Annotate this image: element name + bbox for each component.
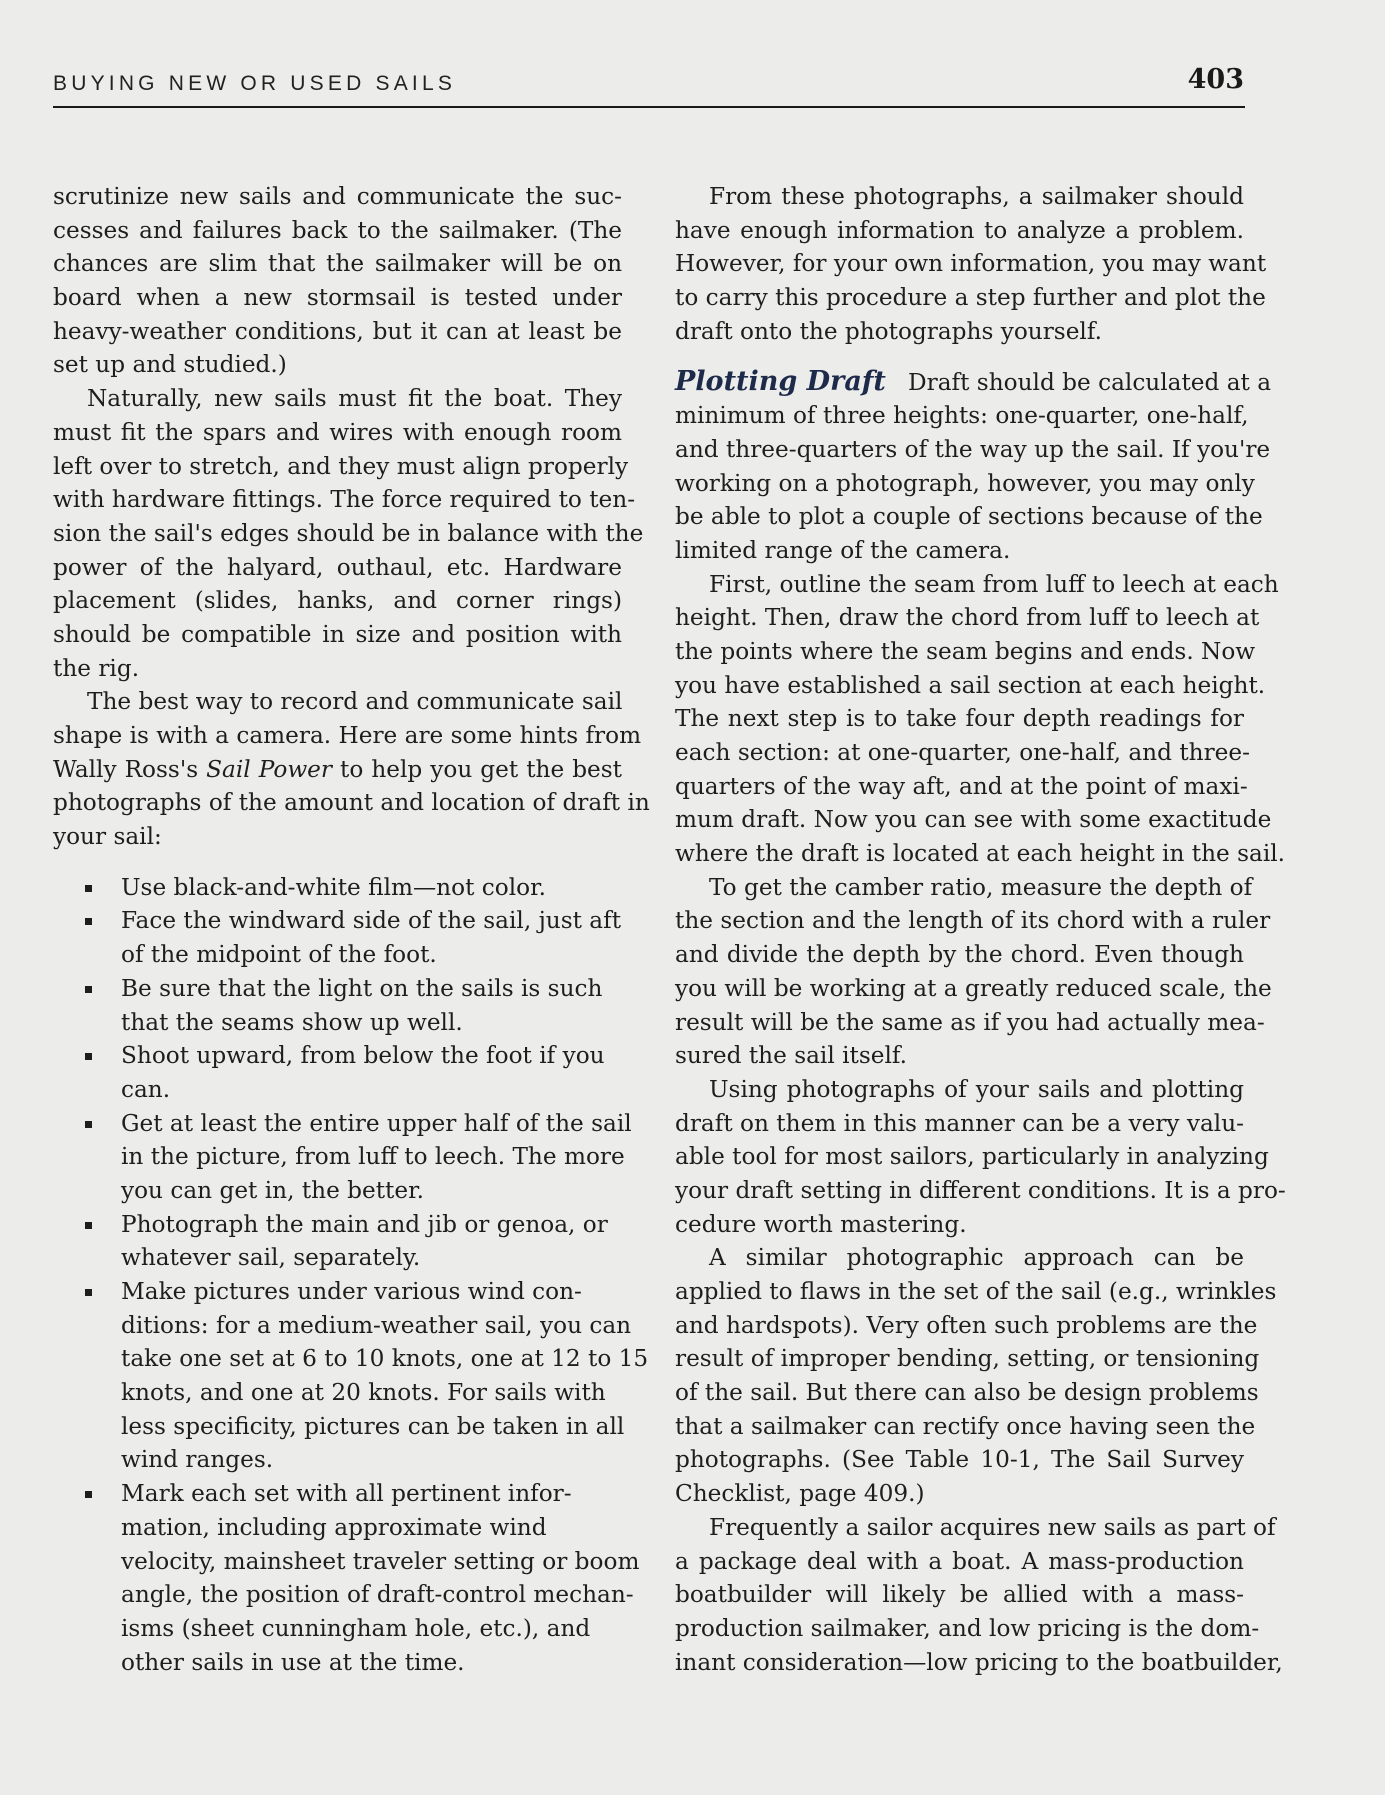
text-line: have enough information to analyze a problem. <box>675 216 1244 244</box>
text-line: take one set at 6 to 10 knots, one at 12 to 15 <box>121 1345 649 1373</box>
text-line: production sailmaker, and low pricing is the dom- <box>675 1614 1260 1642</box>
bullet-icon <box>85 1053 92 1060</box>
text-line: that the seams show up well. <box>121 1008 463 1036</box>
text-line: should be compatible in size and position with <box>53 620 622 648</box>
text-line: Using photographs of your sails and plotting <box>709 1075 1244 1103</box>
bullet-icon <box>85 1289 92 1296</box>
text-line: draft onto the photographs yourself. <box>675 317 1102 345</box>
text-line: your draft setting in different conditions. It is a pro- <box>675 1176 1286 1204</box>
text-line: you will be working at a greatly reduced scale, the <box>675 974 1272 1002</box>
header-rule <box>53 106 1245 108</box>
text-line: of the sail. But there can also be design problems <box>675 1379 1259 1407</box>
text-run: Wally Ross's <box>53 755 207 783</box>
text-line: quarters of the way aft, and at the point of maxi- <box>675 772 1248 800</box>
text-line: Mark each set with all pertinent infor- <box>121 1480 572 1508</box>
bullet-icon <box>85 1121 92 1128</box>
text-line: velocity, mainsheet traveler setting or boom <box>121 1547 640 1575</box>
text-line <box>675 365 1272 399</box>
text-line: The best way to record and communicate sail <box>87 688 623 716</box>
text-line: chances are slim that the sailmaker will be on <box>53 250 622 278</box>
text-line: To get the camber ratio, measure the depth of <box>709 873 1253 901</box>
text-line: inant consideration—low pricing to the boatbuilder, <box>675 1648 1283 1676</box>
text-line: Naturally, new sails must fit the boat. They <box>87 385 622 413</box>
text-line: must fit the spars and wires with enough room <box>53 418 622 446</box>
text-line: cedure worth mastering. <box>675 1210 967 1238</box>
text-line: height. Then, draw the chord from luff to leech at <box>675 604 1260 632</box>
text-line: knots, and one at 20 knots. For sails with <box>121 1379 606 1407</box>
text-line: with hardware fittings. The force required to ten- <box>53 486 636 514</box>
right-column <box>675 180 1286 1679</box>
text-line: power of the halyard, outhaul, etc. Hardware <box>53 553 622 581</box>
paragraph <box>675 568 1286 871</box>
text-line <box>53 753 622 787</box>
text-line: shape is with a camera. Here are some hints from <box>53 722 642 749</box>
list-item <box>53 972 622 1039</box>
paragraph <box>675 1241 1277 1511</box>
paragraph <box>675 1511 1283 1679</box>
text-line: mum draft. Now you can see with some exactitude <box>675 806 1272 834</box>
text-line: you have established a sail section at each height. <box>675 671 1266 699</box>
text-line: photographs. (See Table 10-1, The Sail Survey <box>675 1446 1244 1474</box>
text-line: angle, the position of draft-control mechan- <box>121 1581 634 1609</box>
text-line: Use black-and-white film—not color. <box>121 873 546 901</box>
text-line: A similar photographic approach can be <box>709 1244 1244 1272</box>
text-line: the section and the length of its chord with a ruler <box>675 907 1271 935</box>
text-line: your sail: <box>53 823 162 851</box>
text-line: a package deal with a boat. A mass-production <box>675 1547 1244 1575</box>
text-line: ditions: for a medium-weather sail, you can <box>121 1311 632 1339</box>
text-line: scrutinize new sails and communicate the suc- <box>53 183 622 210</box>
text-line: placement (slides, hanks, and corner rings) <box>53 587 622 615</box>
bullet-icon <box>85 986 92 993</box>
text-line: less specificity, pictures can be taken in all <box>121 1412 625 1440</box>
text-line: boatbuilder will likely be allied with a mass- <box>675 1581 1244 1609</box>
hints-list <box>53 871 649 1680</box>
list-item <box>53 1208 622 1275</box>
text-line: other sails in use at the time. <box>121 1648 465 1676</box>
bullet-icon <box>85 918 92 925</box>
text-line: board when a new stormsail is tested under <box>53 284 622 312</box>
paragraph <box>53 382 644 685</box>
text-line: of the midpoint of the foot. <box>121 941 437 969</box>
text-line: each section: at one-quarter, one-half, and three- <box>675 739 1250 766</box>
text-line: and hardspots). Very often such problems are the <box>675 1311 1258 1339</box>
text-line: draft on them in this manner can be a very valu- <box>675 1109 1244 1137</box>
text-line: Make pictures under various wind con- <box>121 1278 582 1305</box>
text-line: Photograph the main and jib or genoa, or <box>121 1210 608 1238</box>
text-line: However, for your own information, you may want <box>675 250 1267 278</box>
text-line: Frequently a sailor acquires new sails as part of <box>709 1513 1276 1541</box>
text-line: can. <box>121 1075 171 1103</box>
text-line: First, outline the seam from luff to leech at each <box>709 570 1279 598</box>
paragraph <box>675 365 1272 567</box>
text-line: be able to plot a couple of sections because of the <box>675 503 1263 531</box>
bullet-icon <box>85 885 92 892</box>
text-line: left over to stretch, and they must align properly <box>53 452 629 480</box>
text-line: able tool for most sailors, particularly in analyzing <box>675 1143 1269 1171</box>
text-line: sured the sail itself. <box>675 1042 908 1070</box>
text-line: that a sailmaker can rectify once having seen the <box>675 1412 1256 1440</box>
page-number: 403 <box>1187 64 1244 95</box>
text-line: the points where the seam begins and ends. Now <box>675 637 1256 665</box>
running-header: BUYING NEW OR USED SAILS <box>53 72 457 95</box>
text-line: wind ranges. <box>121 1446 274 1474</box>
text-line: and divide the depth by the chord. Even though <box>675 941 1244 969</box>
text-line: Be sure that the light on the sails is such <box>121 974 603 1002</box>
list-item <box>53 1039 622 1106</box>
list-item <box>53 1107 632 1208</box>
paragraph <box>675 180 1267 348</box>
text-line: minimum of three heights: one-quarter, one-half, <box>675 402 1249 430</box>
list-item <box>53 871 622 905</box>
text-line: result of improper bending, setting, or tensioning <box>675 1345 1260 1373</box>
text-line: whatever sail, separately. <box>121 1244 421 1272</box>
text-run: Draft should be calculated at a <box>908 369 1272 397</box>
section-heading: Plotting Draft <box>675 366 886 398</box>
text-line: From these photographs, a sailmaker should <box>709 183 1244 210</box>
text-line: cesses and failures back to the sailmaker. (The <box>53 216 622 244</box>
paragraph <box>53 685 650 853</box>
text-line: mation, including approximate wind <box>121 1513 547 1541</box>
text-line: to carry this procedure a step further and plot the <box>675 284 1266 312</box>
text-line: limited range of the camera. <box>675 536 1011 564</box>
text-line: the rig. <box>53 654 140 682</box>
book-title: Sail Power <box>206 755 332 783</box>
text-line: sion the sail's edges should be in balance with the <box>53 519 644 547</box>
text-line: you can get in, the better. <box>121 1176 424 1204</box>
text-line: photographs of the amount and location of draft in <box>53 789 650 817</box>
text-run: to help you get the best <box>331 755 622 783</box>
text-line: isms (sheet cunningham hole, etc.), and <box>121 1614 591 1642</box>
left-column <box>53 180 650 1679</box>
text-line: The next step is to take four depth readings for <box>675 705 1244 733</box>
text-line: Checklist, page 409.) <box>675 1480 925 1508</box>
bullet-icon <box>85 1222 92 1229</box>
text-line: in the picture, from luff to leech. The more <box>121 1143 625 1171</box>
list-item <box>53 1275 649 1477</box>
text-line: and three-quarters of the way up the sail. If you're <box>675 435 1271 463</box>
bullet-icon <box>85 1491 92 1498</box>
text-line: applied to flaws in the set of the sail (e.g., wrinkles <box>675 1278 1277 1305</box>
text-line: where the draft is located at each height in the sail. <box>675 840 1286 868</box>
text-line: Shoot upward, from below the foot if you <box>121 1042 605 1070</box>
list-item <box>53 904 622 971</box>
text-line: working on a photograph, however, you may only <box>675 469 1255 497</box>
paragraph <box>53 180 622 382</box>
paragraph <box>675 1073 1286 1241</box>
text-line: Get at least the entire upper half of the sail <box>121 1109 632 1137</box>
paragraph <box>675 871 1272 1073</box>
text-line: heavy-weather conditions, but it can at least be <box>53 317 622 345</box>
text-line: result will be the same as if you had actually mea- <box>675 1008 1265 1036</box>
text-line: Face the windward side of the sail, just aft <box>121 907 622 935</box>
text-line: set up and studied.) <box>53 351 287 379</box>
list-item <box>53 1477 640 1679</box>
